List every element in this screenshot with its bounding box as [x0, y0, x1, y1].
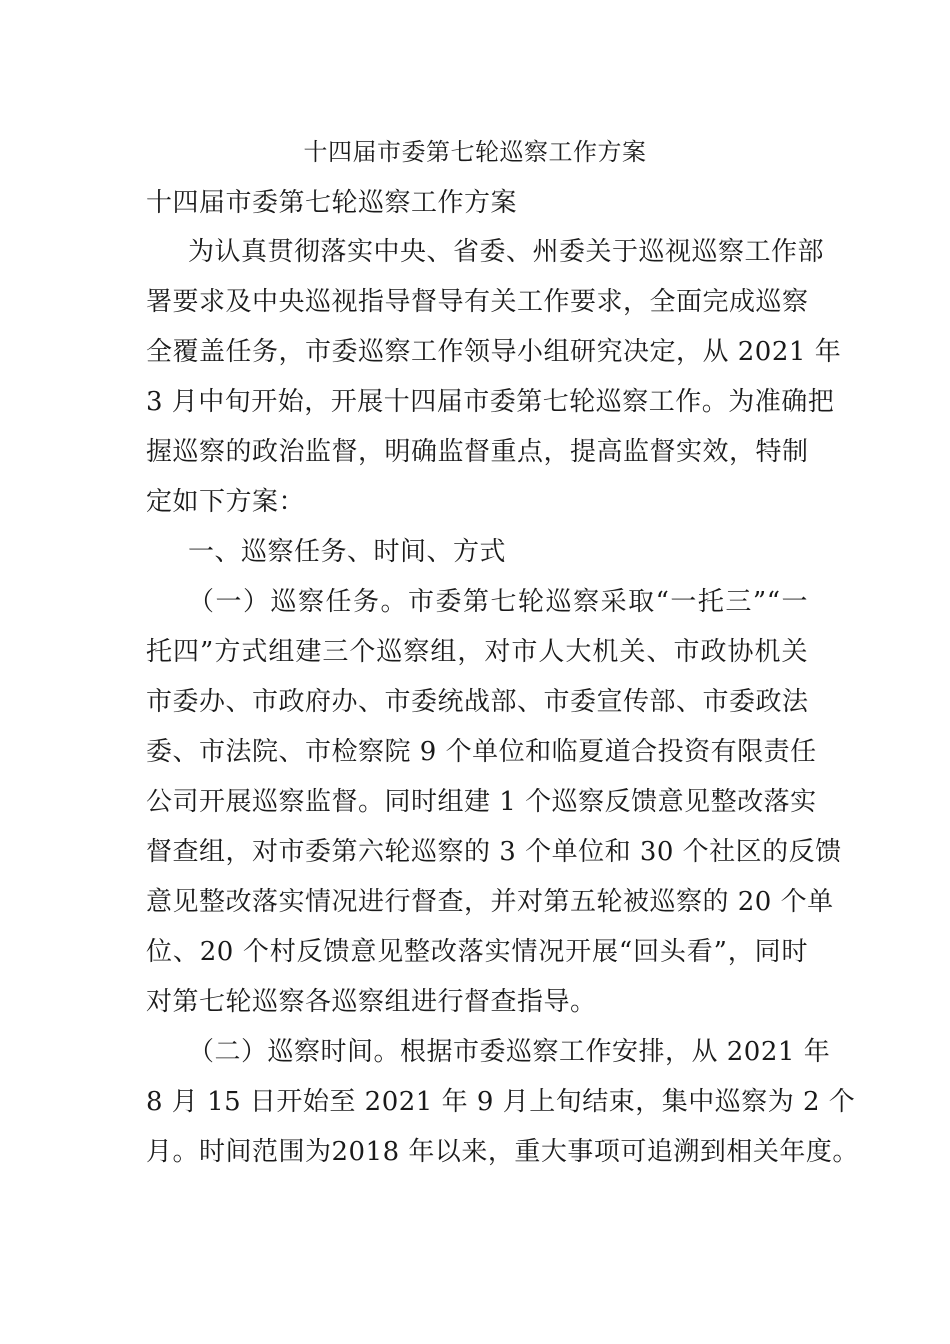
paragraph-line: 位、20 个村反馈意见整改落实情况开展“回头看”，同时 — [146, 937, 808, 967]
paragraph-line: 全覆盖任务，市委巡察工作领导小组研究决定，从 2021 年 — [146, 337, 842, 367]
paragraph-line: 署要求及中央巡视指导督导有关工作要求，全面完成巡察 — [146, 287, 809, 317]
paragraph-line: 为认真贯彻落实中央、省委、州委关于巡视巡察工作部 — [188, 237, 825, 267]
paragraph-line: 督查组，对市委第六轮巡察的 3 个单位和 30 个社区的反馈 — [146, 837, 842, 867]
paragraph-line: （一）巡察任务。市委第七轮巡察采取“一托三”“一 — [188, 587, 808, 617]
section-heading: 一、巡察任务、时间、方式 — [188, 537, 507, 567]
paragraph-line: 握巡察的政治监督，明确监督重点，提高监督实效，特制 — [146, 437, 809, 467]
paragraph-line: 意见整改落实情况进行督查，并对第五轮被巡察的 20 个单 — [146, 887, 834, 917]
document-title: 十四届市委第七轮巡察工作方案 — [303, 138, 647, 166]
paragraph-line: 公司开展巡察监督。同时组建 1 个巡察反馈意见整改落实 — [146, 787, 817, 817]
paragraph-line: 市委办、市政府办、市委统战部、市委宣传部、市委政法 — [146, 687, 809, 717]
paragraph-line: 3 月中旬开始，开展十四届市委第七轮巡察工作。为准确把 — [146, 387, 835, 417]
paragraph-line: 8 月 15 日开始至 2021 年 9 月上旬结束，集中巡察为 2 个 — [146, 1087, 856, 1117]
subtitle-line: 十四届市委第七轮巡察工作方案 — [146, 188, 518, 218]
paragraph-line: 定如下方案： — [146, 487, 306, 517]
paragraph-line: 托四”方式组建三个巡察组，对市人大机关、市政协机关 — [146, 637, 808, 667]
paragraph-line: （二）巡察时间。根据市委巡察工作安排，从 2021 年 — [188, 1037, 831, 1067]
paragraph-line: 对第七轮巡察各巡察组进行督查指导。 — [146, 987, 597, 1017]
paragraph-line: 委、市法院、市检察院 9 个单位和临夏道合投资有限责任 — [146, 737, 817, 767]
paragraph-line: 月。时间范围为2018 年以来，重大事项可追溯到相关年度。 — [146, 1137, 859, 1167]
